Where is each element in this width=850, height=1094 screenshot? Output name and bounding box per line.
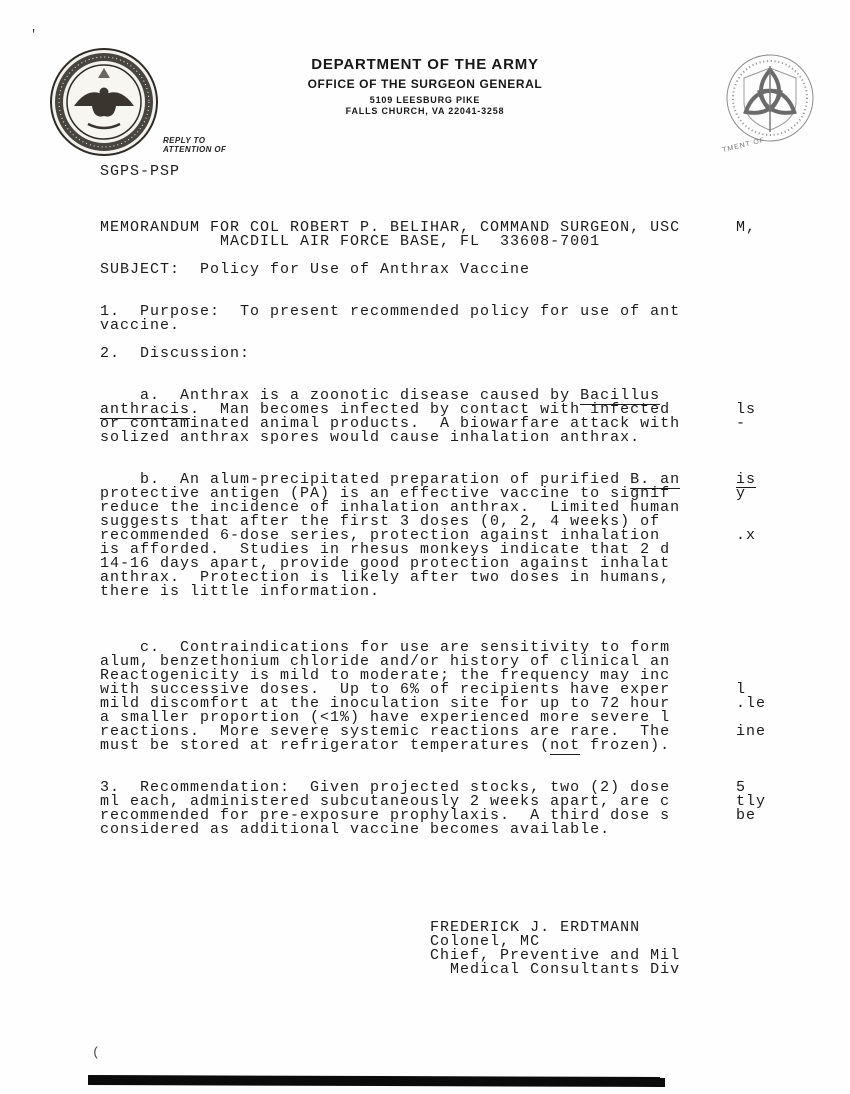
paragraph-2c-line: c. Contraindications for use are sensitivity to form bbox=[100, 639, 671, 656]
blank-line bbox=[100, 879, 810, 893]
scan-black-bar bbox=[88, 1075, 660, 1087]
paragraph-2b-line: 14-16 days apart, provide good protection against inhalat bbox=[100, 555, 671, 572]
reply-to-line-1: REPLY TO bbox=[163, 136, 206, 145]
paragraph-2b-line: there is little information. bbox=[100, 583, 381, 600]
paragraph-2a-line: or contaminated animal products. A biowarfare attack with - bbox=[100, 415, 747, 432]
paragraph-2c-line: with successive doses. Up to 6% of recipients have exper l bbox=[100, 681, 747, 698]
right-edge-fragment: ls bbox=[736, 401, 757, 418]
address-line-2: FALLS CHURCH, VA 22041-3258 bbox=[345, 106, 505, 116]
department-of-defense-eagle-seal-icon bbox=[48, 46, 160, 158]
blank-line bbox=[100, 361, 810, 375]
right-edge-fragment: .le bbox=[736, 695, 767, 712]
right-edge-fragment: tly bbox=[736, 793, 767, 810]
office-title: OFFICE OF THE SURGEON GENERAL bbox=[307, 77, 543, 91]
blank-line bbox=[100, 193, 810, 207]
blank-line bbox=[100, 277, 810, 291]
paragraph-2b-line: b. An alum-precipitated preparation of purified B. an is bbox=[100, 471, 757, 488]
constitution-bicentennial-emblem-icon bbox=[724, 52, 816, 144]
blank-line bbox=[100, 179, 810, 193]
reply-to-line-2: ATTENTION OF bbox=[163, 145, 227, 154]
right-edge-fragment: is bbox=[736, 471, 757, 488]
signature-block-line: Medical Consultants Div bbox=[100, 961, 681, 978]
right-edge-fragment: 5 bbox=[736, 779, 747, 796]
right-edge-fragment: l bbox=[736, 681, 747, 698]
right-edge-fragment: - bbox=[736, 415, 747, 432]
paragraph-2b-line: recommended 6-dose series, protection against inhalation .x bbox=[100, 527, 757, 544]
paragraph-3-recommendation-line: 3. Recommendation: Given projected stocks, two (2) dose 5 bbox=[100, 779, 747, 796]
paragraph-2c-line: a smaller proportion (<1%) have experienced more severe l bbox=[100, 709, 671, 726]
paragraph-1-purpose-line: vaccine. bbox=[100, 317, 181, 334]
scan-speck-mark: ' bbox=[30, 28, 38, 42]
paragraph-2b-line: reduce the incidence of inhalation anthrax. Limited human bbox=[100, 499, 681, 516]
blank-line bbox=[100, 599, 810, 613]
paragraph-2a-line: solized anthrax spores would cause inhalation anthrax. bbox=[100, 429, 641, 446]
paragraph-2b-line: is afforded. Studies in rhesus monkeys indicate that 2 d bbox=[100, 541, 671, 558]
scan-black-bar-tip bbox=[655, 1078, 665, 1087]
right-edge-fragment: M, bbox=[736, 219, 757, 236]
paragraph-2c-line: reactions. More severe systemic reactions are rare. The ine bbox=[100, 723, 767, 740]
right-edge-fragment: y bbox=[736, 485, 747, 502]
blank-line bbox=[100, 445, 810, 459]
signature-block-line: Chief, Preventive and Mil bbox=[100, 947, 681, 964]
memo-body bbox=[100, 165, 810, 977]
reply-to-label bbox=[163, 136, 226, 154]
paragraph-2b-line: anthrax. Protection is likely after two doses in humans, bbox=[100, 569, 671, 586]
signature-block-line: Colonel, MC bbox=[100, 933, 541, 950]
right-edge-fragment: be bbox=[736, 807, 757, 824]
paragraph-2b-line: suggests that after the first 3 doses (0, 2, 4 weeks) of bbox=[100, 513, 661, 530]
address-line-1: 5109 LEESBURG PIKE bbox=[369, 95, 481, 105]
blank-line bbox=[100, 753, 810, 767]
office-symbol-line: SGPS-PSP bbox=[100, 163, 181, 180]
paragraph-3-recommendation-line: recommended for pre-exposure prophylaxis. A third dose s be bbox=[100, 807, 757, 824]
right-seal-partial-ring-text: TMENT OF bbox=[721, 136, 766, 155]
right-edge-fragment: ine bbox=[736, 723, 767, 740]
memo-address-line: MACDILL AIR FORCE BASE, FL 33608-7001 bbox=[100, 233, 601, 250]
signature-block-line: FREDERICK J. ERDTMANN bbox=[100, 919, 641, 936]
scan-paren-mark: ( bbox=[92, 1045, 100, 1060]
blank-line bbox=[100, 851, 810, 865]
paragraph-2c-line: alum, benzethonium chloride and/or history of clinical an bbox=[100, 653, 671, 670]
paragraph-3-recommendation-line: ml each, administered subcutaneously 2 weeks apart, are c tly bbox=[100, 793, 767, 810]
paragraph-2a-line: anthracis. Man becomes infected by contact with infected ls bbox=[100, 401, 757, 418]
right-edge-fragment: .x bbox=[736, 527, 757, 544]
paragraph-2c-line: Reactogenicity is mild to moderate; the frequency may inc bbox=[100, 667, 671, 684]
blank-line bbox=[100, 865, 810, 879]
paragraph-2c-line: mild discomfort at the inoculation site for up to 72 hour .le bbox=[100, 695, 767, 712]
letterhead bbox=[225, 56, 625, 117]
blank-line bbox=[100, 613, 810, 627]
discussion-heading-line: 2. Discussion: bbox=[100, 345, 251, 362]
blank-line bbox=[100, 893, 810, 907]
paragraph-3-recommendation-line: considered as additional vaccine becomes available. bbox=[100, 821, 611, 838]
blank-line bbox=[100, 837, 810, 851]
subject-line: SUBJECT: Policy for Use of Anthrax Vaccine bbox=[100, 261, 531, 278]
paragraph-2b-line: protective antigen (PA) is an effective vaccine to signif y bbox=[100, 485, 747, 502]
paragraph-1-purpose-line: 1. Purpose: To present recommended policy for use of ant bbox=[100, 303, 681, 320]
paragraph-2a-line: a. Anthrax is a zoonotic disease caused by Bacillus bbox=[100, 387, 661, 404]
department-title: DEPARTMENT OF THE ARMY bbox=[311, 56, 539, 73]
memo-address-line: MEMORANDUM FOR COL ROBERT P. BELIHAR, COMMAND SURGEON, USC M, bbox=[100, 219, 757, 236]
paragraph-2c-line: must be stored at refrigerator temperatures (not frozen). bbox=[100, 737, 671, 754]
